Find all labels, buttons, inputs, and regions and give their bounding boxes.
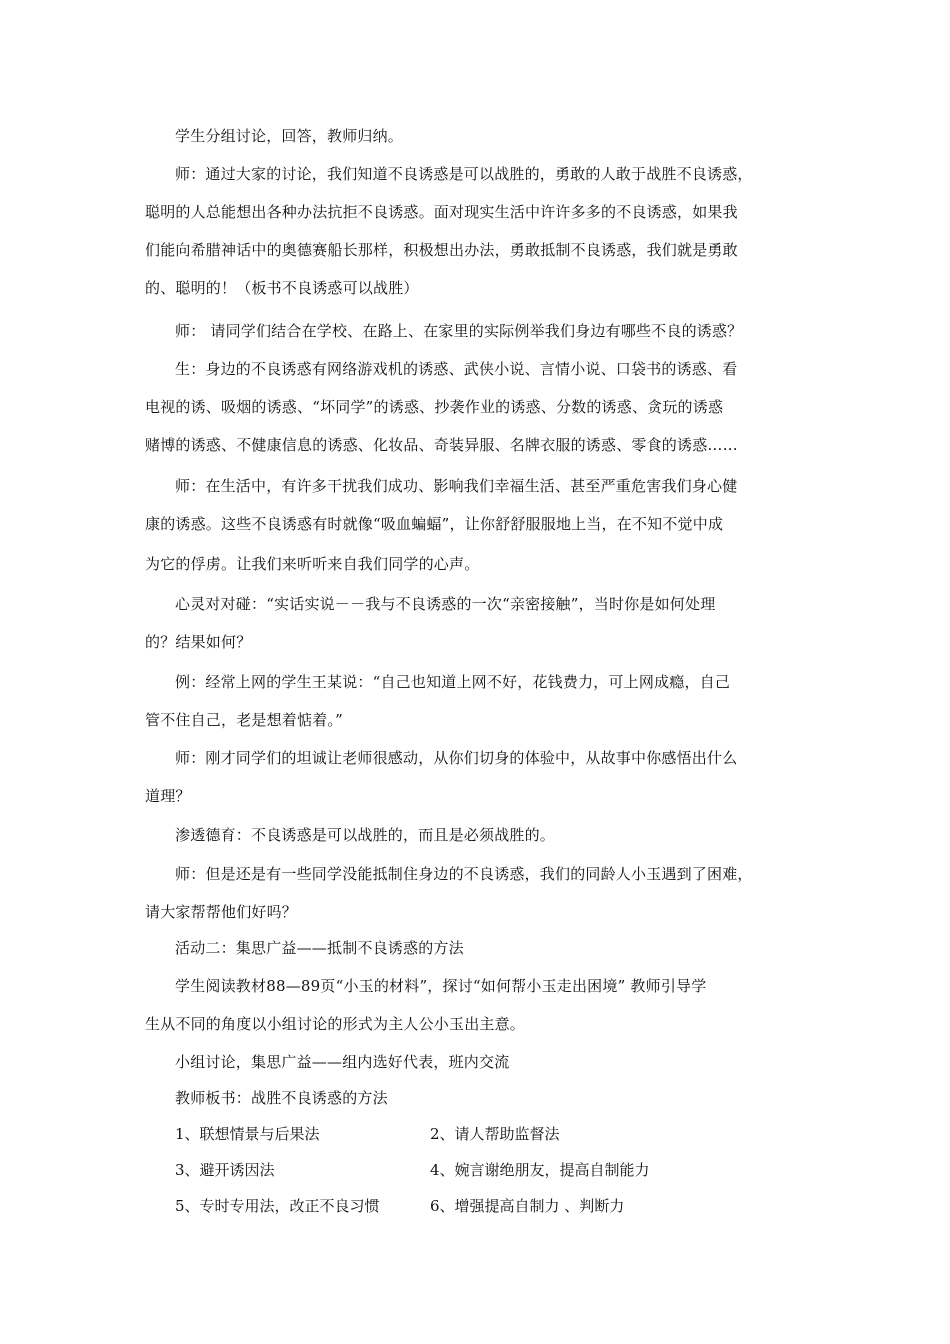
method-item: 3、避开诱因法 bbox=[175, 1161, 275, 1179]
paragraph-line: 聪明的人总能想出各种办法抗拒不良诱惑。面对现实生活中许许多多的不良诱惑，如果我 bbox=[145, 203, 738, 221]
paragraph-line: 生从不同的角度以小组讨论的形式为主人公小玉出主意。 bbox=[145, 1015, 526, 1033]
document-page bbox=[145, 0, 810, 1344]
paragraph-line: 师：刚才同学们的坦诚让老师很感动，从你们切身的体验中，从故事中你感悟出什么 bbox=[175, 749, 738, 767]
paragraph-line: 师：通过大家的讨论，我们知道不良诱惑是可以战胜的，勇敢的人敢于战胜不良诱惑， bbox=[175, 165, 753, 183]
paragraph-line: 学生分组讨论，回答，教师归纳。 bbox=[175, 127, 404, 145]
method-item: 2、请人帮助监督法 bbox=[430, 1125, 560, 1143]
paragraph-line: 例：经常上网的学生王某说：“自己也知道上网不好，花钱费力，可上网成瘾，自己 bbox=[175, 673, 731, 691]
paragraph-line: 师： 请同学们结合在学校、在路上、在家里的实际例举我们身边有哪些不良的诱惑？ bbox=[175, 322, 743, 340]
paragraph-line: 心灵对对碰：“实话实说－－我与不良诱惑的一次“亲密接触”，当时你是如何处理 bbox=[175, 595, 716, 613]
paragraph-line: 学生阅读教材88—89页“小玉的材料”，探讨“如何帮小玉走出困境” 教师引导学 bbox=[175, 977, 707, 995]
paragraph-line: 管不住自己，老是想着惦着。” bbox=[145, 711, 343, 729]
method-item: 6、增强提高自制力 、判断力 bbox=[430, 1197, 625, 1215]
paragraph-line: 道理？ bbox=[145, 787, 191, 805]
paragraph-line: 电视的诱、吸烟的诱惑、“坏同学”的诱惑、抄袭作业的诱惑、分数的诱惑、贪玩的诱惑 bbox=[145, 398, 724, 416]
method-item: 4、婉言谢绝朋友，提高自制能力 bbox=[430, 1161, 650, 1179]
paragraph-line: 的？结果如何？ bbox=[145, 633, 252, 651]
paragraph-line: 请大家帮帮他们好吗？ bbox=[145, 903, 298, 921]
paragraph-line: 生：身边的不良诱惑有网络游戏机的诱惑、武侠小说、言情小说、口袋书的诱惑、看 bbox=[175, 360, 738, 378]
paragraph-line: 的、聪明的！（板书不良诱惑可以战胜） bbox=[145, 279, 419, 297]
paragraph-line: 渗透德育：不良诱惑是可以战胜的，而且是必须战胜的。 bbox=[175, 826, 556, 844]
paragraph-line: 师：但是还是有一些同学没能抵制住身边的不良诱惑，我们的同龄人小玉遇到了困难， bbox=[175, 865, 753, 883]
paragraph-line: 们能向希腊神话中的奥德赛船长那样，积极想出办法，勇敢抵制不良诱惑，我们就是勇敢 bbox=[145, 241, 738, 259]
paragraph-line: 为它的俘虏。让我们来听听来自我们同学的心声。 bbox=[145, 555, 480, 573]
paragraph-line: 教师板书：战胜不良诱惑的方法 bbox=[175, 1089, 388, 1107]
method-item: 5、专时专用法，改正不良习惯 bbox=[175, 1197, 380, 1215]
paragraph-line: 赌博的诱惑、不健康信息的诱惑、化妆品、奇装异服、名牌衣服的诱惑、零食的诱惑…… bbox=[145, 436, 738, 454]
paragraph-line: 小组讨论，集思广益——组内选好代表，班内交流 bbox=[175, 1053, 510, 1071]
paragraph-line: 师：在生活中，有许多干扰我们成功、影响我们幸福生活、甚至严重危害我们身心健 bbox=[175, 477, 738, 495]
paragraph-line: 康的诱惑。这些不良诱惑有时就像“吸血蝙蝠”，让你舒舒服服地上当，在不知不觉中成 bbox=[145, 515, 724, 533]
paragraph-line: 活动二：集思广益——抵制不良诱惑的方法 bbox=[175, 939, 464, 957]
method-item: 1、联想情景与后果法 bbox=[175, 1125, 320, 1143]
